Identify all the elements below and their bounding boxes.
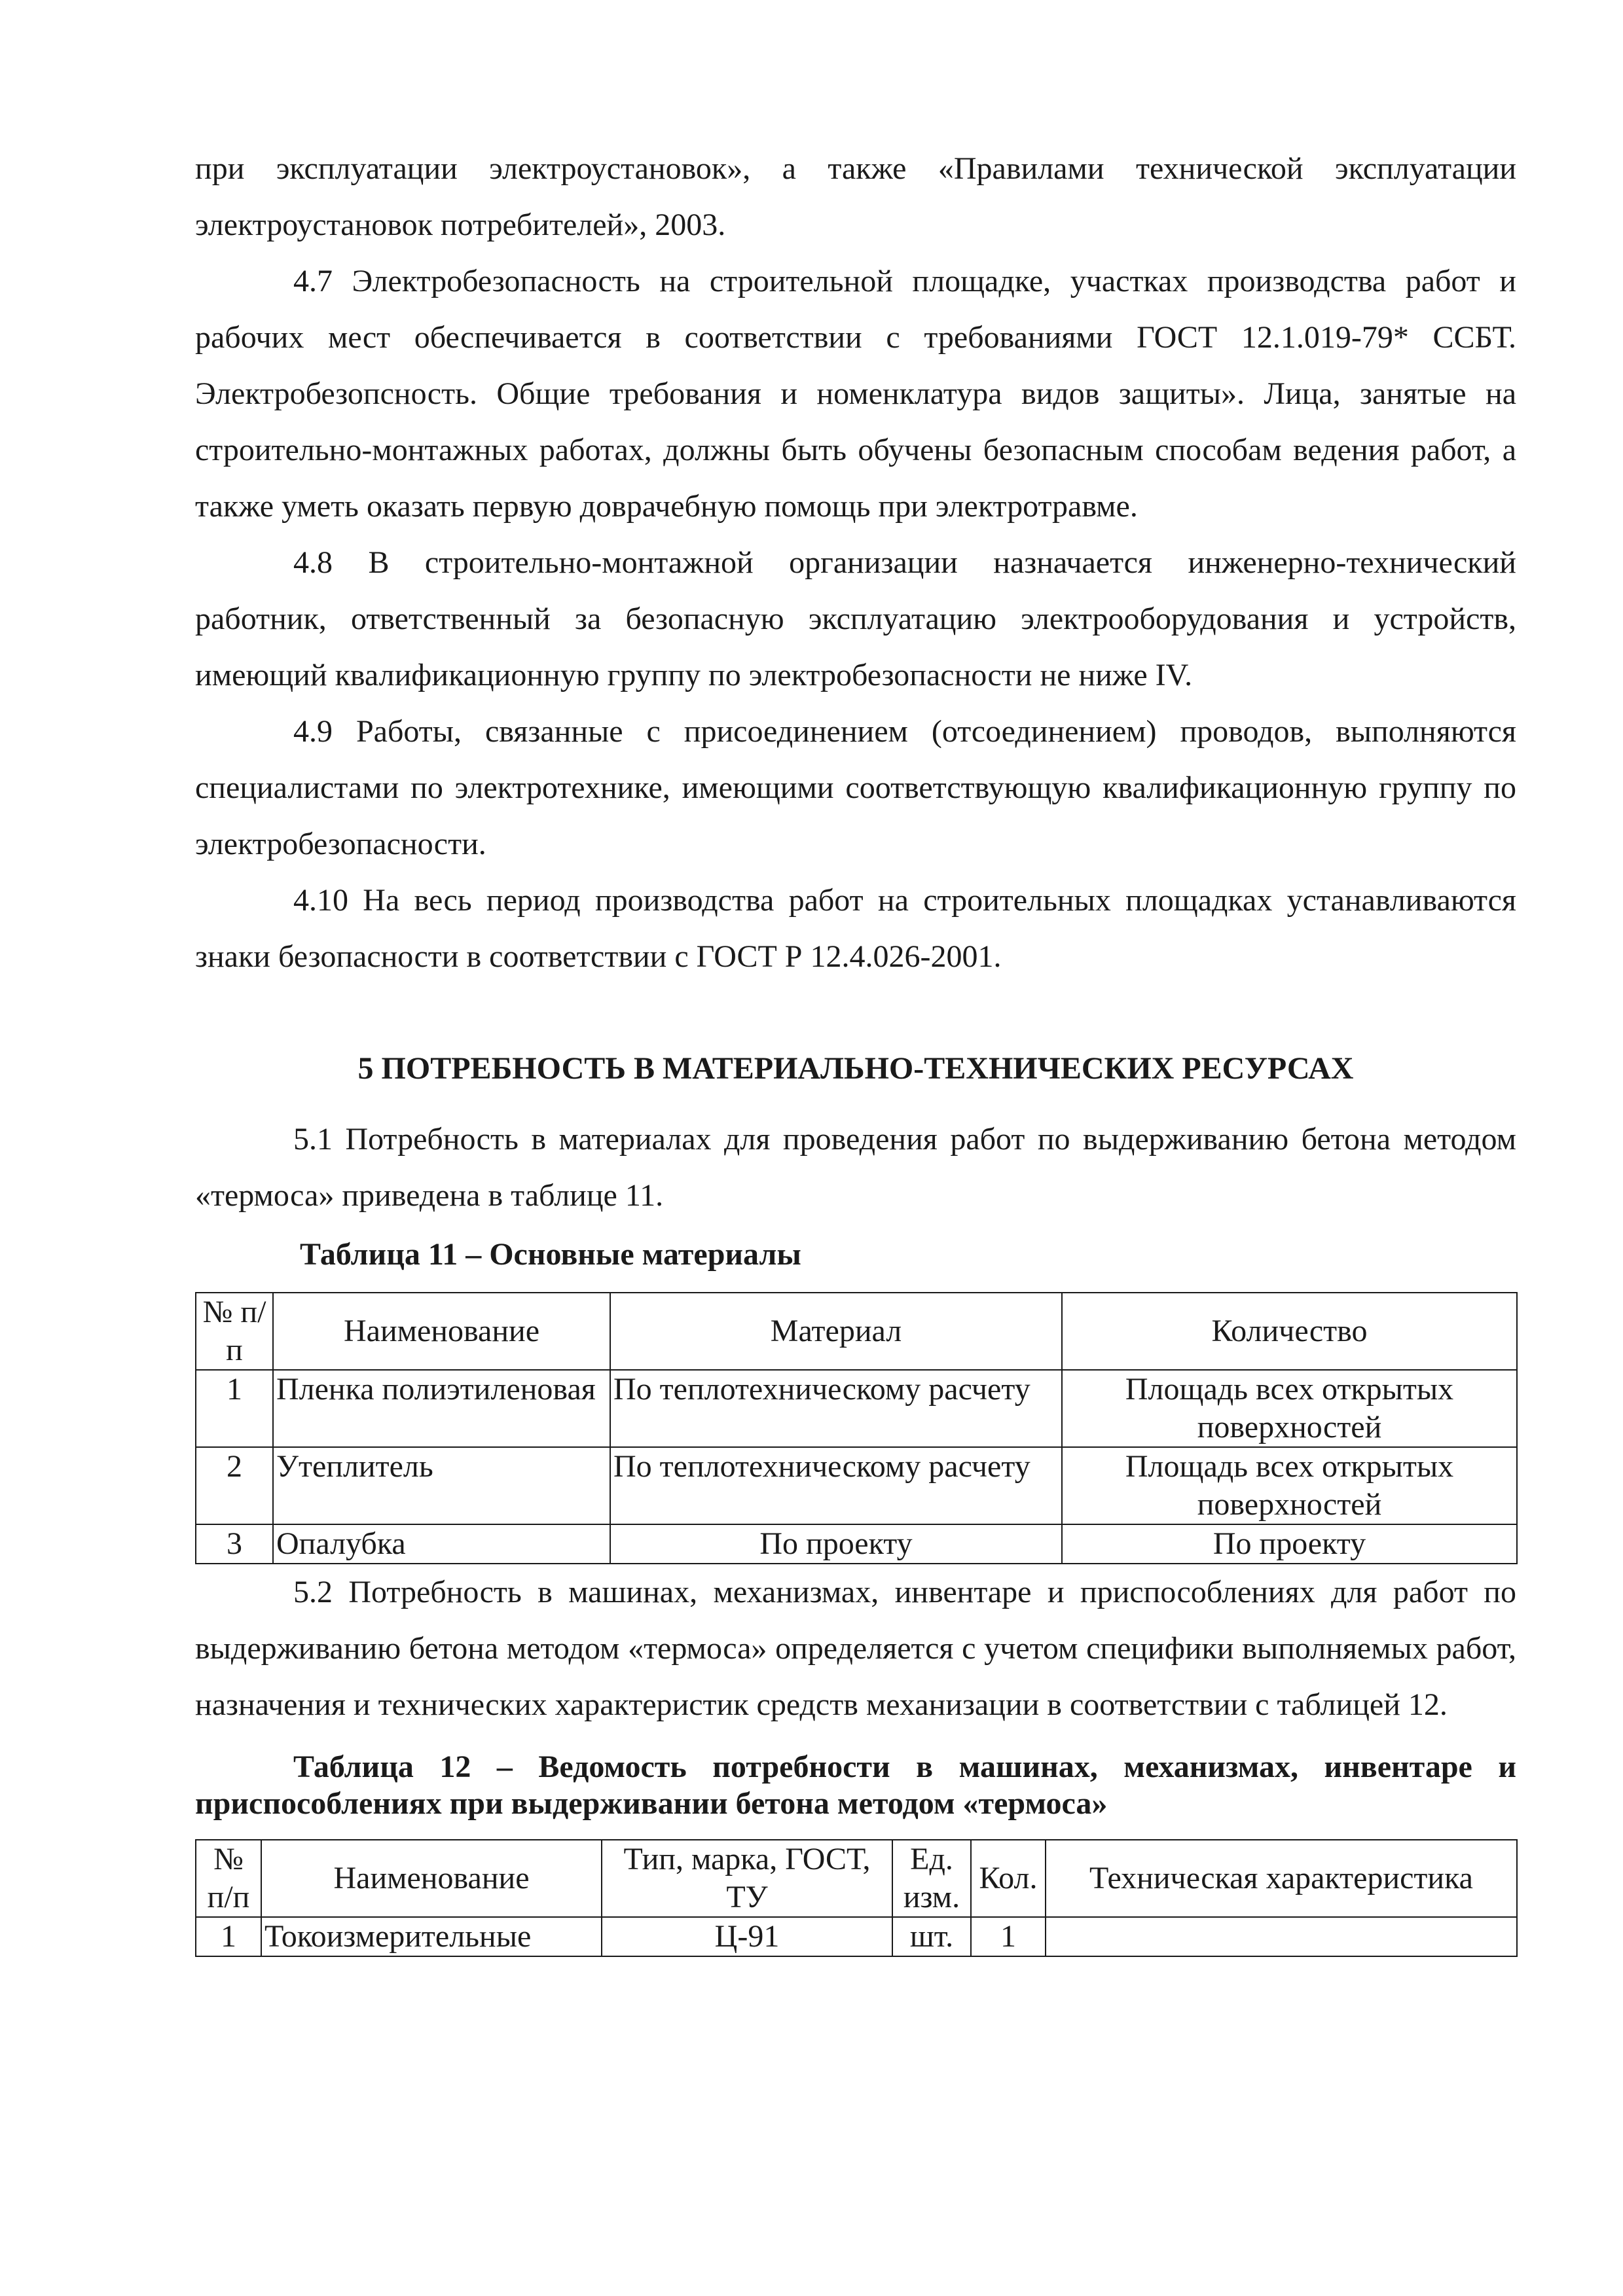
cell-material: По проекту	[610, 1524, 1062, 1564]
cell-quantity: По проекту	[1062, 1524, 1517, 1564]
header-name: Наименование	[273, 1293, 610, 1370]
header-quantity: Кол.	[971, 1840, 1046, 1917]
paragraph-4-10: 4.10 На весь период производства работ на строительных площадках устанавливаются знаки безопасности в соответствии с ГОСТ Р 12.4.026-2001.	[195, 883, 1516, 974]
document-page	[195, 141, 1516, 1957]
cell-quantity: Площадь всех открытых поверхностей	[1062, 1370, 1517, 1447]
table-row	[196, 1370, 1517, 1447]
header-num: № п/п	[196, 1840, 261, 1917]
paragraph-5-1: 5.1 Потребность в материалах для проведения работ по выдерживанию бетона методом «термоса» приведена в таблице 11.	[195, 1122, 1516, 1213]
paragraph-5-2: 5.2 Потребность в машинах, механизмах, инвентаре и приспособлениях для работ по выдерживанию бетона методом «термоса» определяется с учетом специфики выполняемых работ, назначения и технических характеристик средств механизации в соответствии с таблицей 12.	[195, 1575, 1516, 1722]
table-header-row	[196, 1293, 1517, 1370]
paragraph-4-8: 4.8 В строительно-монтажной организации назначается инженерно-технический работник, ответственный за безопасную эксплуатацию электрооборудования и устройств, имеющий квалификационную группу по электробезопасности не ниже IV.	[195, 545, 1516, 692]
paragraph-continuation: при эксплуатации электроустановок», а также «Правилами технической эксплуатации электроустановок потребителей», 2003.	[195, 151, 1516, 242]
table-header-row	[196, 1840, 1517, 1917]
cell-spec	[1046, 1917, 1517, 1956]
table-11	[195, 1292, 1518, 1564]
cell-name: Опалубка	[273, 1524, 610, 1564]
table-row	[196, 1524, 1517, 1564]
cell-unit: шт.	[892, 1917, 971, 1956]
cell-name: Утеплитель	[273, 1447, 610, 1524]
cell-material: По теплотехническому расчету	[610, 1370, 1062, 1447]
cell-name: Пленка полиэтиленовая	[273, 1370, 610, 1447]
paragraph-4-9: 4.9 Работы, связанные с присоединением (отсоединением) проводов, выполняются специалистами по электротехнике, имеющими соответствующую квалификационную группу по электробезопасности.	[195, 714, 1516, 861]
header-material: Материал	[610, 1293, 1062, 1370]
table-row	[196, 1917, 1517, 1956]
paragraph-4-7: 4.7 Электробезопасность на строительной площадке, участках производства работ и рабочих мест обеспечивается в соответствии с требованиями ГОСТ 12.1.019-79* ССБТ. Электробезопсность. Общие требования и номенклатура видов защиты». Лица, занятые на строительно-монтажных работах, должны быть обучены безопасным способам ведения работ, а также уметь оказать первую доврачебную помощь при электротравме.	[195, 264, 1516, 524]
cell-quantity: Площадь всех открытых поверхностей	[1062, 1447, 1517, 1524]
table-12-caption: Таблица 12 – Ведомость потребности в машинах, механизмах, инвентаре и приспособлениях при выдерживании бетона методом «термоса»	[195, 1749, 1516, 1821]
table-row	[196, 1447, 1517, 1524]
header-unit: Ед. изм.	[892, 1840, 971, 1917]
table-11-caption: Таблица 11 – Основные материалы	[300, 1237, 801, 1272]
table-12	[195, 1839, 1518, 1957]
header-num: № п/п	[196, 1293, 273, 1370]
cell-material: По теплотехническому расчету	[610, 1447, 1062, 1524]
cell-quantity: 1	[971, 1917, 1046, 1956]
header-type: Тип, марка, ГОСТ, ТУ	[602, 1840, 892, 1917]
cell-num: 1	[196, 1917, 261, 1956]
cell-type: Ц-91	[602, 1917, 892, 1956]
cell-name: Токоизмерительные	[261, 1917, 602, 1956]
header-spec: Техническая характеристика	[1046, 1840, 1517, 1917]
cell-num: 1	[196, 1370, 273, 1447]
header-quantity: Количество	[1062, 1293, 1517, 1370]
header-name: Наименование	[261, 1840, 602, 1917]
cell-num: 2	[196, 1447, 273, 1524]
cell-num: 3	[196, 1524, 273, 1564]
section-5-title: 5 ПОТРЕБНОСТЬ В МАТЕРИАЛЬНО-ТЕХНИЧЕСКИХ РЕСУРСАХ	[357, 1051, 1354, 1086]
